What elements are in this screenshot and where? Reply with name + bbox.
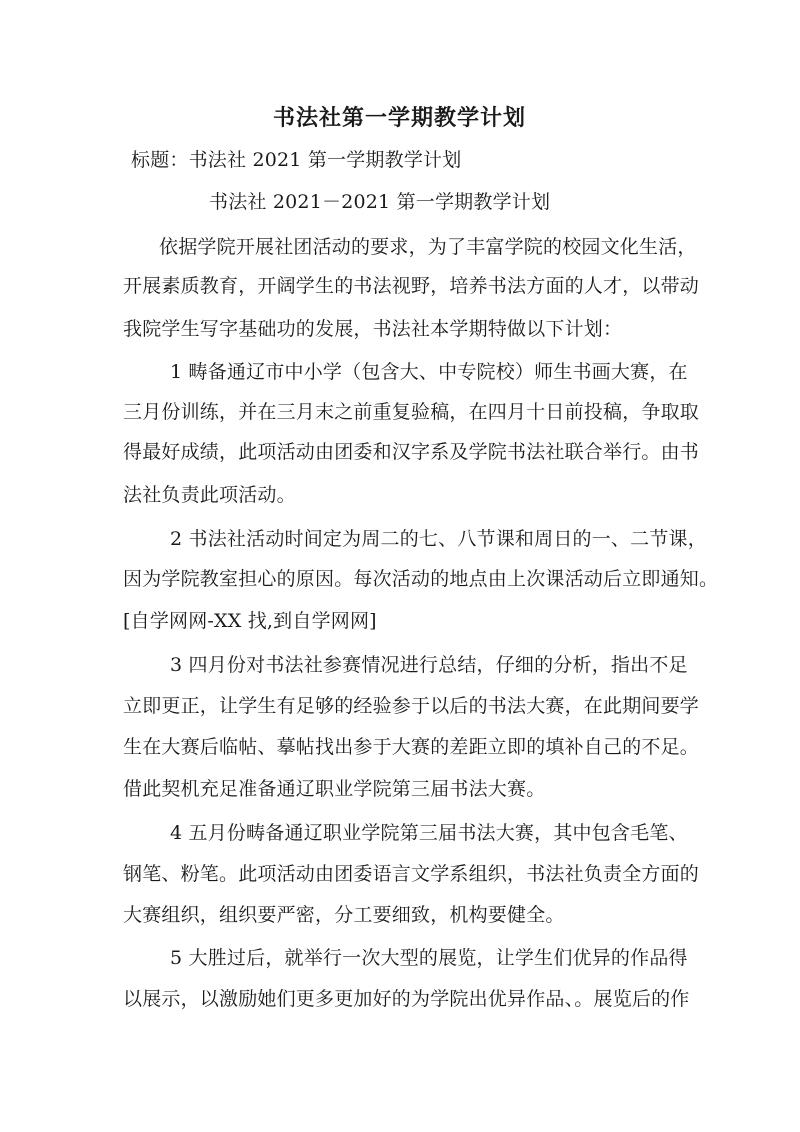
body-line: 5 大胜过后，就举行一次大型的展览，让学生们优异的作品得 — [170, 947, 688, 969]
body-line: 得最好成绩，此项活动由团委和汉字系及学院书法社联合举行。由书 — [123, 441, 700, 463]
body-line: 三月份训练，并在三月末之前重复验稿，在四月十日前投稿，争取取 — [123, 401, 700, 423]
body-line: 钢笔、粉笔。此项活动由团委语言文学系组织，书法社负责全方面的 — [123, 863, 700, 885]
document-label-line: 标题：书法社 2021 第一学期教学计划 — [131, 149, 462, 171]
body-line: 大赛组织，组织要严密，分工要细致，机构要健全。 — [123, 904, 565, 926]
body-line: 2 书法社活动时间定为周二的七、八节课和周日的一、二节课， — [170, 528, 707, 550]
document-title: 书法社第一学期教学计划 — [273, 105, 527, 131]
document-subtitle: 书法社 2021－2021 第一学期教学计划 — [209, 191, 551, 213]
body-line: [自学网网-XX 找,到自学网网] — [123, 610, 377, 632]
body-line: 开展素质教育，开阔学生的书法视野，培养书法方面的人才，以带动 — [123, 275, 700, 297]
body-line: 3 四月份对书法社参赛情况进行总结，仔细的分析，指出不足 — [170, 654, 688, 676]
body-line: 1 畴备通辽市中小学（包含大、中专院校）师生书画大赛，在 — [170, 361, 688, 383]
body-line: 因为学院教室担心的原因。每次活动的地点由上次课活动后立即通知。 — [123, 568, 719, 590]
body-line: 借此契机充足准备通辽职业学院第三届书法大赛。 — [123, 778, 546, 800]
body-line: 立即更正，让学生有足够的经验参于以后的书法大赛，在此期间要学 — [123, 695, 700, 717]
body-line: 生在大赛后临帖、摹帖找出参于大赛的差距立即的填补自己的不足。 — [123, 736, 700, 758]
body-line: 依据学院开展社团活动的要求，为了丰富学院的校园文化生活， — [159, 236, 697, 258]
body-line: 以展示，以激励她们更多更加好的为学院出优异作品、。展览后的作 — [123, 988, 690, 1010]
body-line: 我院学生写字基础功的发展，书法社本学期特做以下计划： — [123, 318, 623, 340]
body-line: 法社负责此项活动。 — [123, 484, 296, 506]
body-line: 4 五月份畴备通辽职业学院第三届书法大赛，其中包含毛笔、 — [170, 822, 688, 844]
